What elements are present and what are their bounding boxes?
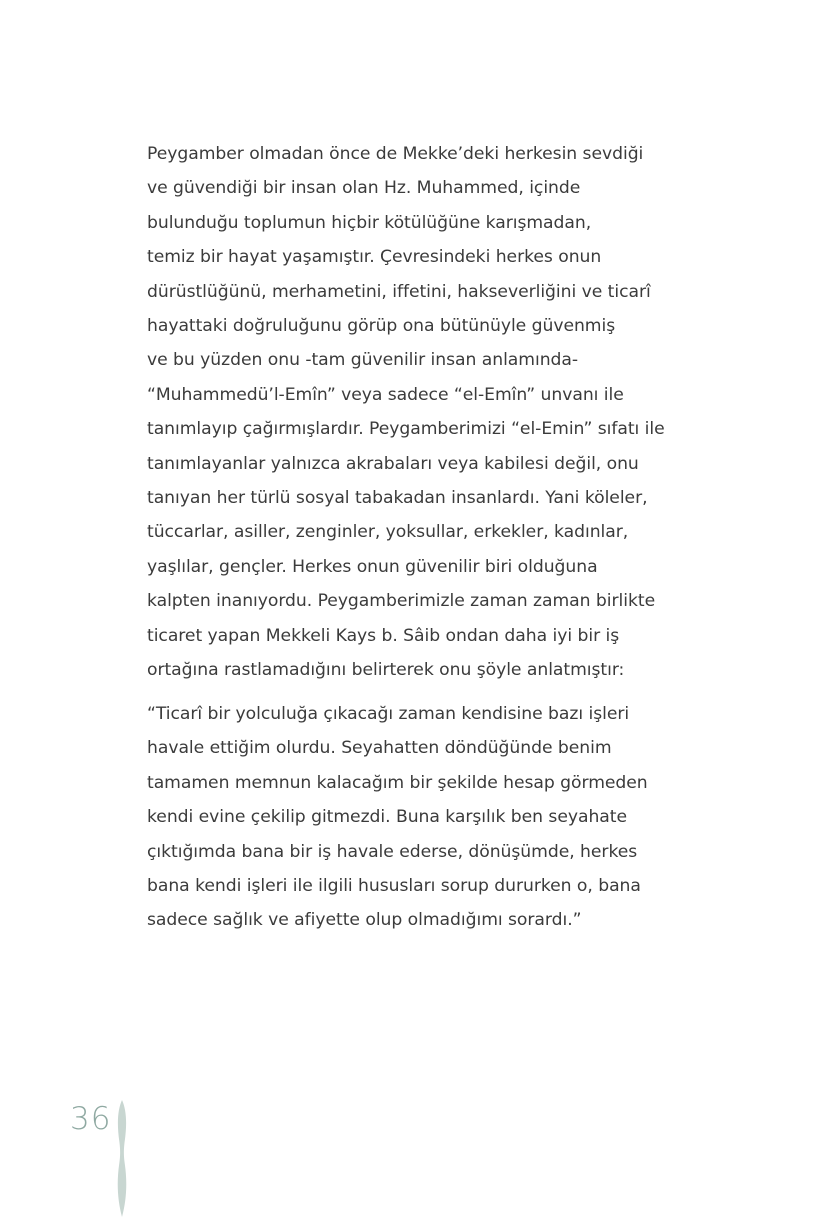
text-line: ve güvendiği bir insan olan Hz. Muhammed, içinde: [147, 178, 581, 199]
page-number: 36: [70, 1101, 112, 1137]
body-paragraph-1: [147, 137, 667, 688]
text-line: kendi evine çekilip gitmezdi. Buna karşılık ben seyahate: [147, 807, 627, 828]
text-line: bulunduğu toplumun hiçbir kötülüğüne karışmadan,: [147, 212, 592, 233]
text-line: “Muhammedü’l-Emîn” veya sadece “el-Emîn” unvanı ile: [147, 384, 624, 405]
text-line: tanımlayanlar yalnızca akrabaları veya kabilesi değil, onu: [147, 453, 639, 474]
text-line: temiz bir hayat yaşamıştır. Çevresindeki herkes onun: [147, 247, 602, 268]
text-line: yaşlılar, gençler. Herkes onun güvenilir biri olduğuna: [147, 556, 598, 577]
text-line: Peygamber olmadan önce de Mekke’deki herkesin sevdiği: [147, 144, 644, 164]
text-line: tamamen memnun kalacağım bir şekilde hesap görmeden: [147, 772, 648, 793]
text-line: tanıyan her türlü sosyal tabakadan insanlardı. Yani köleler,: [147, 488, 648, 509]
folio-ornament-icon: [114, 1100, 130, 1217]
text-line: kalpten inanıyordu. Peygamberimizle zaman zaman birlikte: [147, 591, 656, 612]
text-line: havale ettiğim olurdu. Seyahatten döndüğünde benim: [147, 738, 612, 759]
text-line: ticaret yapan Mekkeli Kays b. Sâib ondan daha iyi bir iş: [147, 625, 620, 646]
text-line: dürüstlüğünü, merhametini, iffetini, hakseverliğini ve ticarî: [147, 281, 651, 302]
text-line: çıktığımda bana bir iş havale ederse, dönüşümde, herkes: [147, 841, 638, 862]
text-line: sadece sağlık ve afiyette olup olmadığımı sorardı.”: [147, 910, 582, 931]
text-line: bana kendi işleri ile ilgili hususları sorup dururken o, bana: [147, 876, 641, 897]
text-line: “Ticarî bir yolculuğa çıkacağı zaman kendisine bazı işleri: [147, 704, 630, 724]
text-line: hayattaki doğruluğunu görüp ona bütünüyle güvenmiş: [147, 316, 616, 337]
text-line: tüccarlar, asiller, zenginler, yoksullar, erkekler, kadınlar,: [147, 522, 629, 543]
text-line: tanımlayıp çağırmışlardır. Peygamberimizi “el-Emin” sıfatı ile: [147, 419, 665, 440]
text-line: ortağına rastlamadığını belirterek onu şöyle anlatmıştır:: [147, 660, 625, 681]
quote-paragraph: [147, 697, 667, 938]
text-line: ve bu yüzden onu -tam güvenilir insan anlamında-: [147, 350, 579, 371]
